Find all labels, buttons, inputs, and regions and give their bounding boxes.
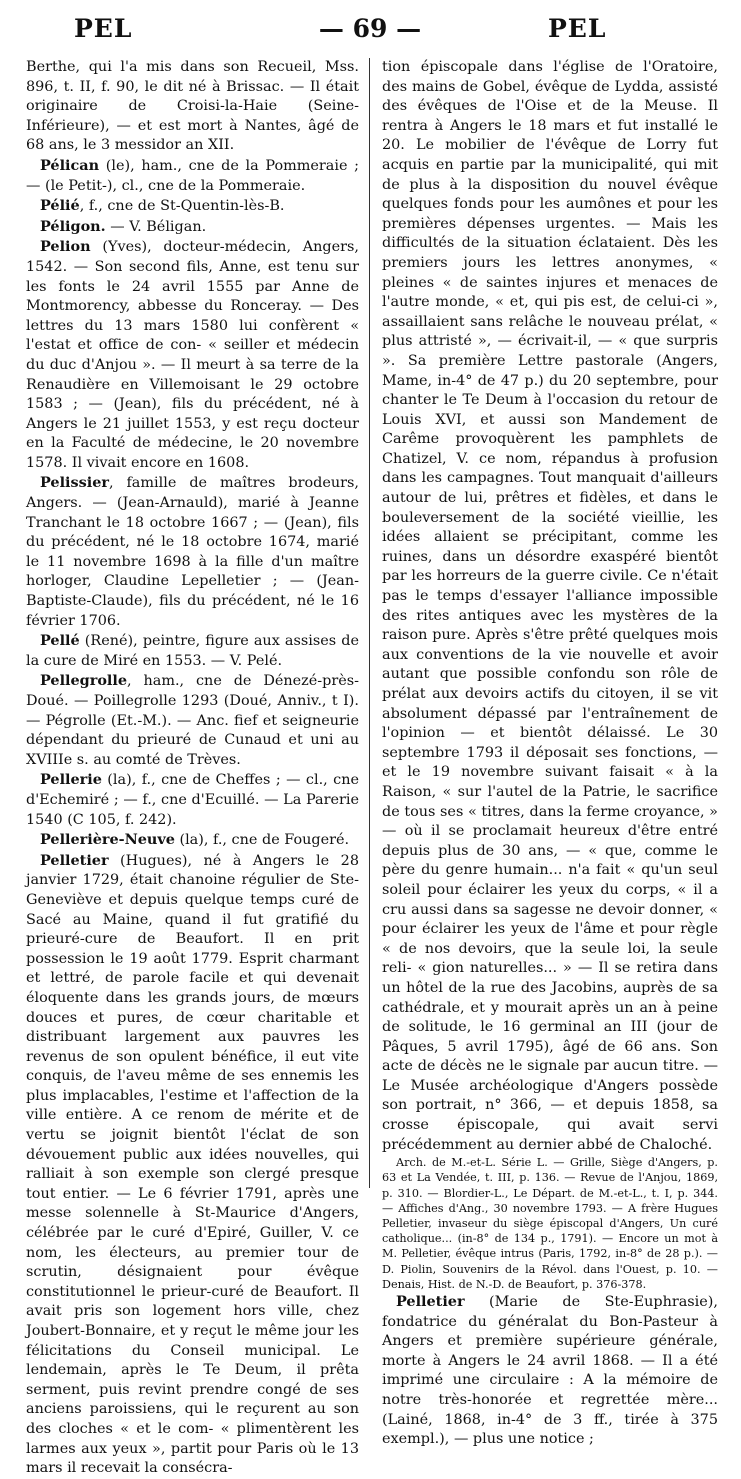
entry-headword: Pellerière-Neuve xyxy=(40,831,175,849)
entry-headword: Pelion xyxy=(40,238,91,256)
entry-text: — V. Béligan. xyxy=(105,218,207,235)
running-header xyxy=(0,14,741,54)
entry-headword: Pelletier xyxy=(396,1293,465,1311)
entry-text: (le), ham., cne de la Pommeraie ; — (le Petit-), cl., cne de la Pommeraie. xyxy=(26,157,359,194)
header-right-word: PEL xyxy=(548,14,607,43)
entry-pellegrolle xyxy=(26,671,359,770)
entry-text: , famille de maîtres brodeurs, Angers. — (Jean-Arnauld), marié à Jeanne Tranchant le 18 octobre 1667 ; — (Jean), fils du précédent, né le 18 octobre 1674, marié le 11 novembre 1698 à la fille d'un maître horloger, Claudine Lepelletier ; — (Jean-Baptiste-Claude), fils du précédent, né le 16 février 1706. xyxy=(26,475,359,629)
entry-headword: Pellerie xyxy=(40,771,102,789)
bibliography-note: Arch. de M.-et-L. Série L. — Grille, Siège d'Angers, p. 63 et La Vendée, t. III, p. 136. — Revue de l'Anjou, 1869, p. 310. — Blordier-L., Le Départ. de M.-et-L., t. I, p. 344. — Affiches d'Ang., 30 novembre 1793. — A frère Hugues Pelletier, invaseur du siège épiscopal d'Angers, Un curé catholique... (in-8° de 134 p., 1791). — Encore un mot à M. Pelletier, évêque intrus (Paris, 1792, in-8° de 28 p.). — D. Piolin, Souvenirs de la Révol. dans l'Ouest, p. 10. — Denais, Hist. de N.-D. de Beaufort, p. 376-378. xyxy=(382,1156,718,1291)
header-left-word: PEL xyxy=(74,14,133,43)
entry-headword: Pélican xyxy=(40,156,100,174)
entry-headword: Pelissier xyxy=(40,474,109,492)
entry-pelion xyxy=(26,237,359,473)
left-column xyxy=(26,58,359,1479)
entry-pelletier-hugues xyxy=(26,851,359,1479)
entry-pelle xyxy=(26,631,359,671)
entry-text: (Yves), docteur-médecin, Angers, 1542. — Son second fils, Anne, est tenu sur les fonts le 24 avril 1555 par Anne de Montmorency, abbesse du Ronceray. — Des lettres du 13 mars 1580 lui confèrent « l'estat et office de con- « seiller et médecin du duc d'Anjou ». — Il meurt à sa terre de la Renaudière en Villemoisant le 29 octobre 1583 ; — (Jean), fils du précédent, né à Angers le 21 juillet 1553, y est reçu docteur en la Faculté de médecine, le 20 novembre 1578. Il vivait encore en 1608. xyxy=(26,239,359,471)
entry-peligon xyxy=(26,217,359,238)
entry-pelletier-marie xyxy=(382,1292,718,1450)
entry-headword: Pélié xyxy=(40,197,80,215)
entry-text: (Marie de Ste-Euphrasie), fondatrice du généralat du Bon-Pasteur à Angers et première supérieure générale, morte à Angers le 24 avril 1868. — Il a été imprimé une circulaire : A la mémoire de notre très-honorée et regrettée mère... (Lainé, 1868, in-4° de 3 ff., tirée à 375 exempl.), — plus une notice ; xyxy=(382,1294,718,1448)
column-divider xyxy=(369,58,370,1188)
entry-pelleriere-neuve xyxy=(26,830,359,851)
entry-text: (Hugues), né à Angers le 28 janvier 1729, était chanoine régulier de Ste-Geneviève et depuis quelque temps curé de Sacé au Maine, quand il fut gratifié du prieuré-cure de Beaufort. Il en prit possession le 19 août 1779. Esprit charmant et lettré, de parole facile et qui devenait éloquente dans les grands jours, de mœurs douces et pures, de cœur charitable et distribuant largement aux pauvres les revenus de son opulent bénéfice, il eut vite conquis, de l'aveu même de ses ennemis les plus implacables, l'estime et l'affection de la ville entière. A ce renom de mérite et de vertu se joignit bientôt l'éclat de son dévouement public aux idées nouvelles, qui ralliait à son exemple son clergé presque tout entier. — Le 6 février 1791, après une messe solennelle à St-Maurice d'Angers, célébrée par le curé d'Epiré, Guiller, V. ce nom, les électeurs, au premier tour de scrutin, désignaient pour évêque constitutionnel le prieur-curé de Beaufort. Il avait pris son logement hors ville, chez Joubert-Bonnaire, et y reçut le même jour les félicitations du Conseil municipal. Le lendemain, après le Te Deum, il prêta serment, puis revint prendre congé de ses anciens paroissiens, qui le reçurent au son des cloches « et le com- « plimentèrent les larmes aux yeux », partit pour Paris où le 13 mars il recevait la consécra- xyxy=(26,852,359,1477)
entry-text: , f., cne de St-Quentin-lès-B. xyxy=(79,198,285,215)
right-column xyxy=(382,58,718,1450)
entry-text: , ham., cne de Dénezé-près-Doué. — Poillegrolle 1293 (Doué, Anniv., t I). — Pégrolle (Et.-M.). — Anc. fief et seigneurie dépendant du prieuré de Cunaud et uni au XVIIIe s. au comté de Trèves. xyxy=(26,673,359,768)
entry-headword: Pellegrolle xyxy=(40,672,128,690)
entry-pelie xyxy=(26,196,359,217)
entry-pellerie xyxy=(26,770,359,830)
entry-headword: Pelletier xyxy=(40,851,109,869)
page-number: — 69 — xyxy=(318,14,422,43)
entry-headword: Pellé xyxy=(40,632,80,650)
entry-text: (la), f., cne de Cheffes ; — cl., cne d'Echemiré ; — f., cne d'Ecuillé. — La Parerie 1540 (C 105, f. 242). xyxy=(26,772,359,828)
entry-continuation: Berthe, qui l'a mis dans son Recueil, Mss. 896, t. II, f. 90, le dit né à Brissac. — Il était originaire de Croisi-la-Haie (Seine-Inférieure), — et est mort à Nantes, âgé de 68 ans, le 3 messidor an XII. xyxy=(26,59,359,154)
entry-continuation: tion épiscopale dans l'église de l'Oratoire, des mains de Gobel, évêque de Lydda, assisté des évêques de l'Oise et de la Meuse. Il rentra à Angers le 18 mars et fut installé le 20. Le mobilier de l'évêque de Lorry fut acquis en partie par la municipalité, qui mit de plus à la disposition du nouvel évêque quelques fonds pour les aumônes et pour les premières dépenses urgentes. — Mais les difficultés de la situation éclataient. Dès les premiers jours les lettres anonymes, « pleines « de saintes injures et menaces de l'autre monde, « et, qui pis est, de celui-ci », assaillaient sans relâche le nouveau prélat, « plus attristé », — écrivait-il, — « que surpris ». Sa première Lettre pastorale (Angers, Mame, in-4° de 47 p.) du 20 septembre, pour chanter le Te Deum à l'occasion du retour de Louis XVI, et aussi son Mandement de Carême provoquèrent les pamphlets de Chatizel, V. ce nom, répandus à profusion dans les campagnes. Tout manquait d'ailleurs autour de lui, prêtres et fidèles, et dans le bouleversement de la société vieillie, les idées allaient se précipitant, comme les ruines, dans un désordre exaspéré bientôt par les horreurs de la guerre civile. Ce n'était pas le temps d'essayer l'alliance impossible des rites antiques avec les mystères de la raison pure. Après s'être prêté quelques mois aux conventions de la vie nouvelle et avoir autant que possible confondu son rôle de prélat aux devoirs actifs du citoyen, il se vit absolument dépassé par l'entraînement de l'opinion — et bientôt délaissé. Le 30 septembre 1793 il déposait ses fonctions, — et le 19 novembre suivant faisait « à la Raison, « sur l'autel de la Patrie, le sacrifice de tous ses « titres, dans la ferme croyance, » — où il se proclamait heureux d'être entré depuis plus de 30 ans, — « que, comme le père du genre humain... n'a fait « qu'un seul soleil pour éclairer les yeux du corps, « il a cru aussi dans sa sagesse ne devoir donner, « pour éclairer les yeux de l'âme et pour règle « de nos devoirs, que la seule loi, la seule reli- « gion naturelles... » — Il se retira dans un hôtel de la rue des Jacobins, auprès de sa cathédrale, et y mourait après un an à peine de solitude, le 16 germinal an III (jour de Pâques, 5 avril 1795), âgé de 66 ans. Son acte de décès ne le signale par aucun titre. — Le Musée archéologique d'Angers possède son portrait, n° 366, — et depuis 1858, sa crosse épiscopale, qui avait servi précédemment au dernier abbé de Chaloché. xyxy=(382,59,718,1153)
entry-text: (René), peintre, figure aux assises de la cure de Miré en 1553. — V. Pelé. xyxy=(26,633,359,669)
entry-pelissier xyxy=(26,473,359,631)
entry-pelican xyxy=(26,156,359,196)
entry-headword: Péligon. xyxy=(40,217,106,235)
entry-text: (la), f., cne de Fougeré. xyxy=(174,832,350,849)
